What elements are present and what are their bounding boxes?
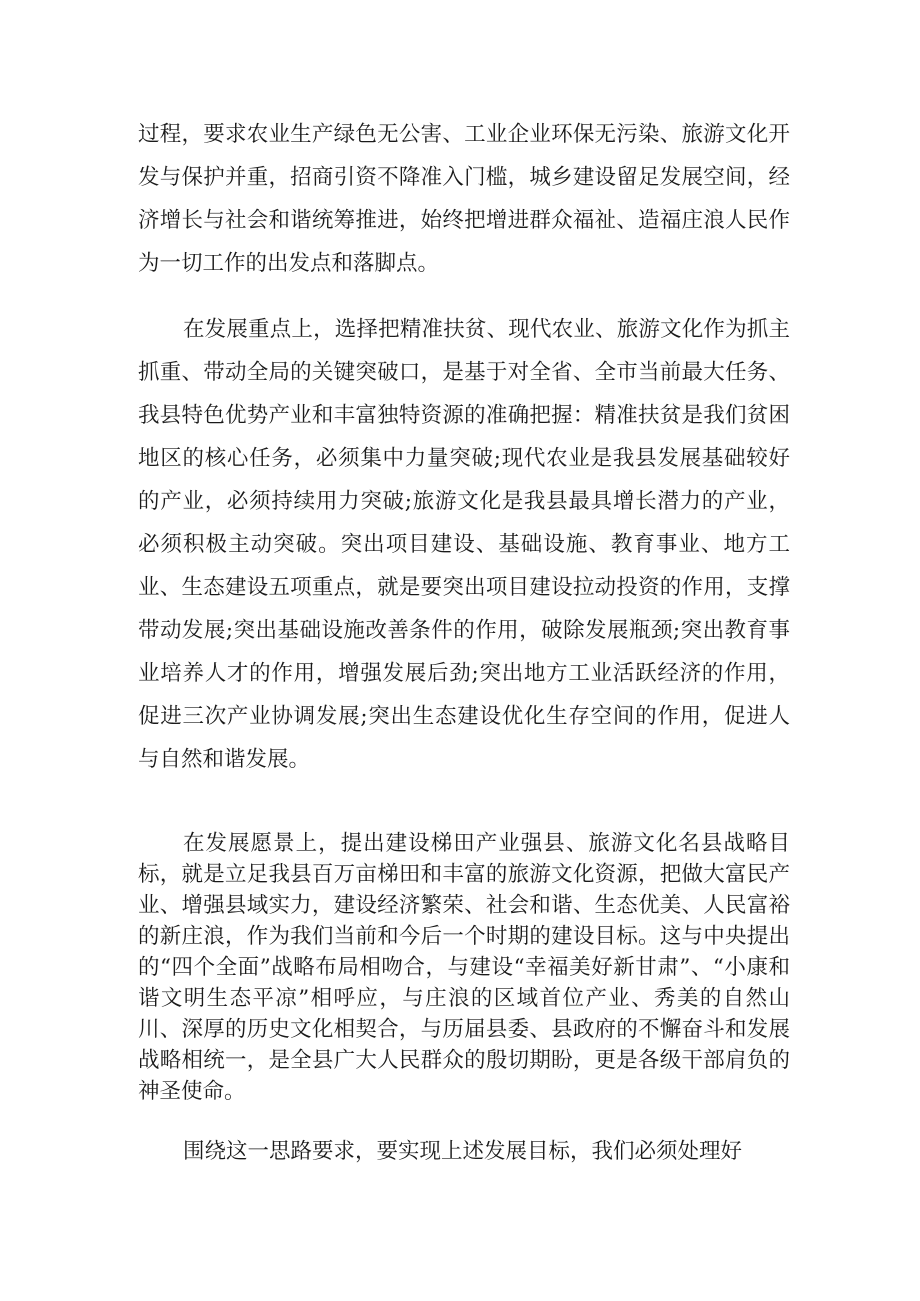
paragraph-continuation: 过程，要求农业生产绿色无公害、工业企业环保无污染、旅游文化开发与保护并重，招商引资不降准入门槛，城乡建设留足发展空间，经济增长与社会和谐统筹推进，始终把增进群众福祉、造福庄浪人民作为一切工作的出发点和落脚点。 <box>138 122 790 276</box>
paragraph-development-focus: 在发展重点上，选择把精准扶贫、现代农业、旅游文化作为抓主抓重、带动全局的关键突破口，是基于对全省、全市当前最大任务、我县特色优势产业和丰富独特资源的准确把握：精准扶贫是我们贫困地区的核心任务，必须集中力量突破;现代农业是我县发展基础较好的产业，必须持续用力突破;旅游文化是我县最具增长潜力的产业，必须积极主动突破。突出项目建设、基础设施、教育事业、地方工业、生态建设五项重点，就是要突出项目建设拉动投资的作用，支撑带动发展;突出基础设施改善条件的作用，破除发展瓶颈;突出教育事业培养人才的作用，增强发展后劲;突出地方工业活跃经济的作用，促进三次产业协调发展;突出生态建设优化生存空间的作用，促进人与自然和谐发展。 <box>138 317 790 772</box>
paragraph-development-vision: 在发展愿景上，提出建设梯田产业强县、旅游文化名县战略目标，就是立足我县百万亩梯田和丰富的旅游文化资源，把做大富民产业、增强县域实力，建设经济繁荣、社会和谐、生态优美、人民富裕的新庄浪，作为我们当前和今后一个时期的建设目标。这与中央提出的“四个全面”战略布局相吻合，与建设“幸福美好新甘肃”、“小康和谐文明生态平凉”相呼应，与庄浪的区域首位产业、秀美的自然山川、深厚的历史文化相契合，与历届县委、县政府的不懈奋斗和发展战略相统一，是全县广大人民群众的殷切期盼，更是各级干部肩负的神圣使命。 <box>138 831 790 1104</box>
paragraph-closing: 围绕这一思路要求，要实现上述发展目标，我们必须处理好 <box>183 1139 743 1164</box>
